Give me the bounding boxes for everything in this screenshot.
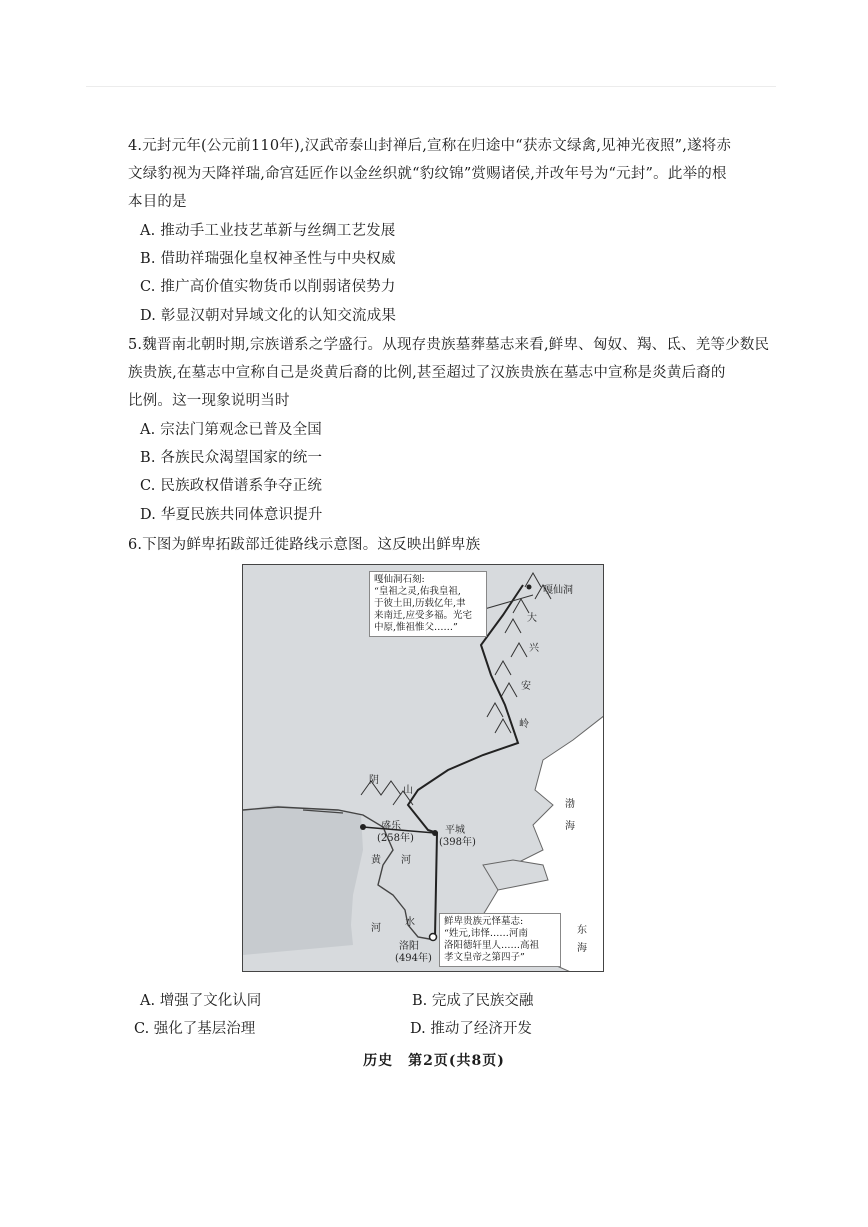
label-yellow-river-1: 黄 [371, 855, 381, 866]
label-daxinganling-3: 安 [521, 681, 531, 692]
q6-option-b[interactable]: B. 完成了民族交融 [412, 993, 534, 1009]
label-daxinganling-2: 兴 [529, 643, 539, 654]
callout-top-line: 于彼土田,历载亿年,聿 [374, 598, 466, 609]
label-pingcheng-year: (398年) [439, 837, 476, 848]
q4-stem-line-2: 文绿豹视为天降祥瑞,命宫廷匠作以金丝织就“豹纹锦”赏赐诸侯,并改年号为“元封”。此举的根 [128, 166, 727, 182]
pingcheng-marker [432, 830, 438, 836]
label-eastsea-2: 海 [577, 943, 587, 954]
label-luoyang: 洛阳 [399, 941, 419, 952]
question-5 [128, 333, 770, 533]
q4-option-c[interactable]: C. 推广高价值实物货币以削弱诸侯势力 [140, 279, 396, 295]
label-shui: 水 [405, 917, 415, 928]
callout-gaxian-inscription [369, 571, 487, 637]
header-rule [86, 86, 776, 87]
q5-option-b[interactable]: B. 各族民众渴望国家的统一 [140, 450, 323, 466]
q6-option-d[interactable]: D. 推动了经济开发 [410, 1021, 532, 1037]
luoyang-marker [430, 934, 437, 941]
q5-stem-line-3: 比例。这一现象说明当时 [128, 393, 290, 409]
label-daxinganling-1: 大 [527, 613, 537, 624]
label-daxinganling-4: 岭 [519, 719, 529, 730]
label-yinshan-2: 山 [403, 785, 413, 796]
callout-top-line: 嘎仙洞石刻: [374, 574, 425, 585]
callout-bottom-line: 鲜卑贵族元怿墓志: [444, 916, 524, 927]
label-luoyang-year: (494年) [395, 953, 432, 964]
label-yellow-river-2: 河 [401, 855, 411, 866]
q6-stem: 6.下图为鲜卑拓跋部迁徙路线示意图。这反映出鲜卑族 [128, 537, 481, 553]
label-yinshan-1: 阴 [369, 775, 379, 786]
q4-stem-line-3: 本目的是 [128, 194, 187, 210]
daxinganling-range [487, 573, 551, 733]
q5-option-a[interactable]: A. 宗法门第观念已普及全国 [140, 422, 322, 438]
q4-stem-line-1: 4.元封元年(公元前110年),汉武帝泰山封禅后,宣称在归途中“获赤文绿禽,见神光夜照”,遂将赤 [128, 138, 732, 154]
callout-top-line: 中原,惟祖惟父……” [374, 622, 458, 633]
label-gaxian-cave: 嘎仙洞 [543, 585, 573, 596]
west-region [243, 805, 363, 955]
label-bohai-2: 海 [565, 821, 575, 832]
label-eastsea-1: 东 [577, 925, 587, 936]
callout-bottom-line: 洛阳德轩里人……高祖 [444, 940, 540, 951]
migration-map [242, 564, 604, 972]
callout-bottom-line: 孝文皇帝之第四子” [444, 952, 525, 963]
q5-stem-line-1: 5.魏晋南北朝时期,宗族谱系之学盛行。从现存贵族墓葬墓志来看,鲜卑、匈奴、羯、氐、羌等少数民 [128, 337, 770, 353]
label-shengle-year: (258年) [377, 833, 414, 844]
page-footer: 历史 第2页(共8页) [363, 1053, 505, 1069]
label-shengle: 盛乐 [381, 821, 401, 832]
question-4 [128, 134, 732, 334]
q5-stem-line-2: 族贵族,在墓志中宣称自己是炎黄后裔的比例,甚至超过了汉族贵族在墓志中宣称是炎黄后裔的 [128, 365, 726, 381]
callout-bottom-line: “姓元,讳怿……河南 [444, 928, 528, 939]
gaxian-marker [527, 585, 532, 590]
q4-option-a[interactable]: A. 推动手工业技艺革新与丝绸工艺发展 [140, 223, 396, 239]
callout-top-line: “皇祖之灵,佑我皇祖, [374, 586, 461, 597]
q6-option-c[interactable]: C. 强化了基层治理 [134, 1021, 256, 1037]
q6-option-a[interactable]: A. 增强了文化认同 [140, 993, 262, 1009]
q5-option-d[interactable]: D. 华夏民族共同体意识提升 [140, 507, 323, 523]
label-he: 河 [371, 923, 381, 934]
callout-yuanyi-epitaph [439, 913, 561, 967]
shengle-marker [360, 824, 366, 830]
q4-option-b[interactable]: B. 借助祥瑞强化皇权神圣性与中央权威 [140, 251, 396, 267]
callout-top-line: 来南迁,应受多福。光宅 [374, 610, 473, 621]
q5-option-c[interactable]: C. 民族政权借谱系争夺正统 [140, 478, 323, 494]
question-6 [128, 533, 728, 557]
q4-option-d[interactable]: D. 彰显汉朝对异域文化的认知交流成果 [140, 308, 397, 324]
label-bohai-1: 渤 [565, 799, 575, 810]
label-pingcheng: 平城 [445, 825, 465, 836]
